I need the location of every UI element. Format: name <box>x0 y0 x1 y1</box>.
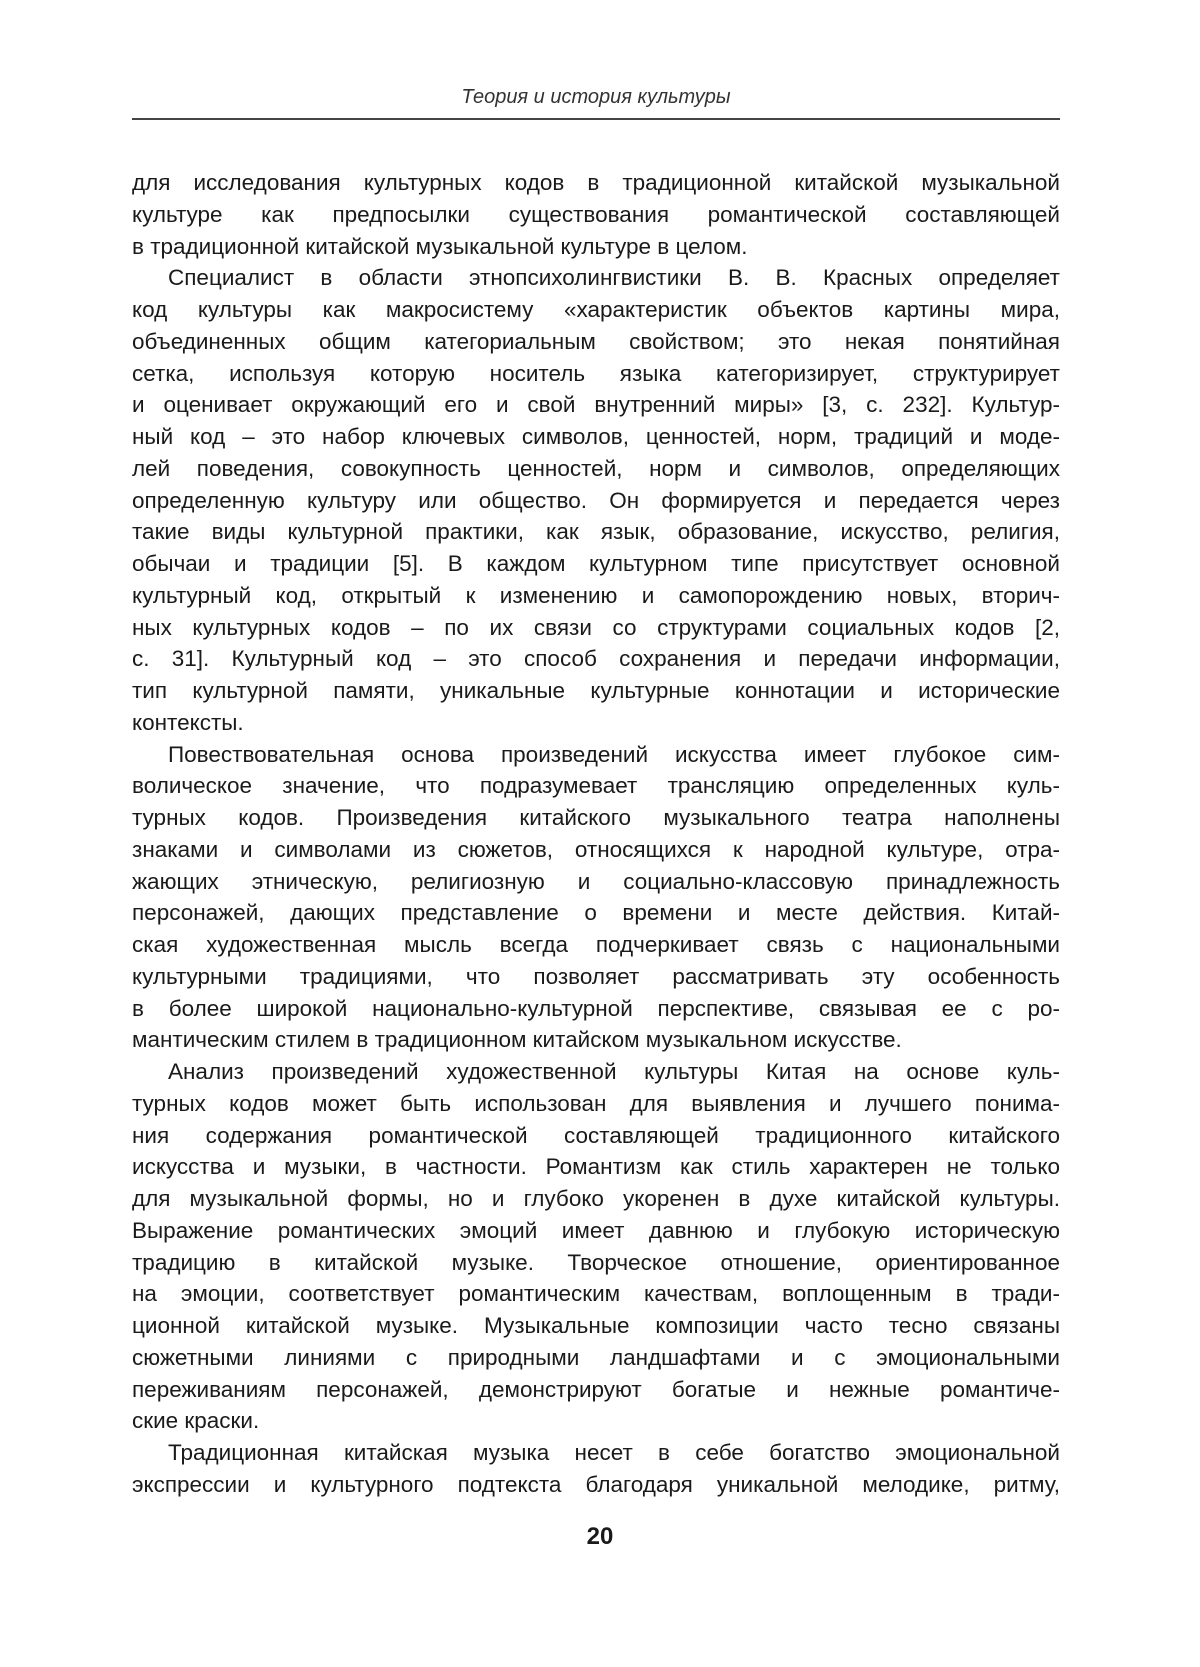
text-line: волическое значение, что подразумевает трансляцию определенных куль- <box>132 773 1060 799</box>
text-line: и оценивает окружающий его и свой внутренний миры» [3, с. 232]. Культур- <box>132 392 1060 418</box>
text-line: турных кодов может быть использован для выявления и лучшего понима- <box>132 1090 1060 1116</box>
paragraph <box>132 167 1060 262</box>
text-line: контексты. <box>132 709 244 735</box>
text-line: объединенных общим категориальным свойством; это некая понятийная <box>132 328 1060 354</box>
text-line: знаками и символами из сюжетов, относящихся к народной культуре, отра- <box>132 836 1060 862</box>
text-line: ный код – это набор ключевых символов, ценностей, норм, традиций и моде- <box>132 424 1060 449</box>
text-line: жающих этническую, религиозную и социально-классовую принадлежность <box>132 868 1060 894</box>
text-line: Анализ произведений художественной культуры Китая на основе куль- <box>168 1059 1060 1084</box>
text-line: переживаниям персонажей, демонстрируют богатые и нежные романтиче- <box>132 1376 1060 1402</box>
text-line: с. 31]. Культурный код – это способ сохранения и передачи информации, <box>132 646 1060 672</box>
text-line: для музыкальной формы, но и глубоко укоренен в духе китайской культуры. <box>132 1186 1060 1211</box>
body-text <box>132 167 1060 1501</box>
running-header: Теория и история культуры <box>461 86 731 108</box>
text-line: ские краски. <box>132 1408 260 1434</box>
paragraph <box>132 1056 1060 1437</box>
text-line: ных культурных кодов – по их связи со структурами социальных кодов [2, <box>132 614 1060 640</box>
text-line: Выражение романтических эмоций имеет давнюю и глубокую историческую <box>132 1217 1060 1243</box>
text-line: Повествовательная основа произведений искусства имеет глубокое сим- <box>168 741 1060 767</box>
text-line: мантическим стилем в традиционном китайском музыкальном искусстве. <box>132 1027 902 1053</box>
text-line: турных кодов. Произведения китайского музыкального театра наполнены <box>132 805 1060 830</box>
text-line: определенную культуру или общество. Он формируется и передается через <box>132 487 1060 513</box>
text-line: обычаи и традиции [5]. В каждом культурном типе присутствует основной <box>132 551 1060 576</box>
text-line: искусства и музыки, в частности. Романтизм как стиль характерен не только <box>132 1154 1060 1180</box>
text-line: в традиционной китайской музыкальной культуре в целом. <box>132 233 748 259</box>
text-line: такие виды культурной практики, как язык, образование, искусство, религия, <box>132 519 1060 545</box>
text-line: в более широкой национально-культурной перспективе, связывая ее с ро- <box>132 995 1060 1021</box>
text-line: Традиционная китайская музыка несет в себе богатство эмоциональной <box>168 1440 1060 1465</box>
text-line: лей поведения, совокупность ценностей, норм и символов, определяющих <box>132 455 1060 481</box>
paragraph <box>132 1437 1060 1501</box>
text-line: культурными традициями, что позволяет рассматривать эту особенность <box>132 963 1060 989</box>
text-line: ционной китайской музыке. Музыкальные композиции часто тесно связаны <box>132 1313 1060 1338</box>
text-line: Специалист в области этнопсихолингвистики В. В. Красных определяет <box>168 265 1060 291</box>
page-number: 20 <box>586 1523 614 1550</box>
text-line: код культуры как макросистему «характеристик объектов картины мира, <box>132 297 1060 322</box>
text-line: сетка, используя которую носитель языка категоризирует, структурирует <box>132 360 1060 386</box>
text-line: культуре как предпосылки существования романтической составляющей <box>132 201 1060 227</box>
text-line: тип культурной памяти, уникальные культурные коннотации и исторические <box>132 678 1060 703</box>
text-line: традицию в китайской музыке. Творческое отношение, ориентированное <box>132 1249 1060 1275</box>
text-line: сюжетными линиями с природными ландшафтами и с эмоциональными <box>132 1344 1060 1370</box>
paragraph <box>132 262 1060 738</box>
text-line: на эмоции, соответствует романтическим качествам, воплощенным в тради- <box>132 1281 1060 1307</box>
text-line: ния содержания романтической составляющей традиционного китайского <box>132 1122 1060 1148</box>
text-line: экспрессии и культурного подтекста благодаря уникальной мелодике, ритму, <box>132 1471 1060 1497</box>
text-line: персонажей, дающих представление о времени и месте действия. Китай- <box>132 900 1060 926</box>
text-line: культурный код, открытый к изменению и самопорождению новых, вторич- <box>132 582 1060 608</box>
paragraph <box>132 739 1060 1057</box>
header-rule <box>132 118 1060 120</box>
text-line: для исследования культурных кодов в традиционной китайской музыкальной <box>132 170 1060 195</box>
text-line: ская художественная мысль всегда подчеркивает связь с национальными <box>132 932 1060 957</box>
